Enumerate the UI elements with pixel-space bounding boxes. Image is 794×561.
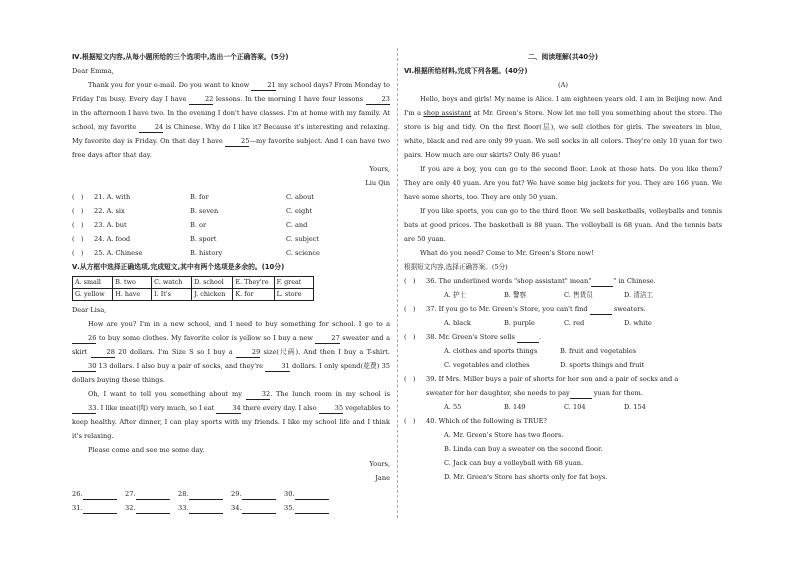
word-option: F. great (274, 277, 313, 289)
blank-21[interactable]: 21 (251, 80, 275, 91)
passage-label: (A) (558, 81, 568, 89)
blank-24[interactable]: 24 (139, 122, 163, 133)
question-row[interactable]: ( ) 25. A. Chinese B. history C. science (72, 249, 320, 257)
word-option: J. chicken (192, 289, 233, 301)
blank-32[interactable]: 32 (246, 389, 270, 400)
answer-slot[interactable]: 32. (125, 501, 178, 515)
question-37[interactable]: ( ) 37. If you go to Mr. Green's Store, you can't find sweaters. A. black B. purple C. red D. white (404, 305, 652, 327)
letter-greeting: Dear Lisa, (72, 306, 107, 314)
left-column (72, 50, 390, 515)
word-option: G. yellow (73, 289, 113, 301)
blank-29[interactable]: 29 (236, 347, 260, 358)
section-6-heading: Ⅵ.根据所给材料,完成下列各题。(40分) (404, 67, 528, 75)
word-option: D. school (192, 277, 233, 289)
word-option: C. watch (152, 277, 192, 289)
blank-23[interactable]: 23 (366, 94, 390, 105)
question-38[interactable]: ( ) 38. Mr. Green's Store sells . A. clothes and sports things B. fruit and vegetables C. vegetables and clothes D. sports things and fruit (404, 333, 645, 369)
passage-paragraph: How are you? I'm in a new school, and I need to buy something for school. I go to a 26 to buy some clothes. My favorite color is yellow so I buy a new 27 sweater and a skirt 28 20 dollars. I'm Size S so I buy a 29 size(尺码). And then I buy a T-shirt. 30 13 dollars. I also buy a pair of socks, and they're 31 dollars. I only spend(花费) 35 dollars buying these things. (72, 320, 391, 384)
passage-paragraph: Hello, boys and girls! My name is Alice. I am eighteen years old. I am in Beijing now. And I'm a shop assistant at Mr. Green's Store. Now let me tell you something about the store. The store is big and tidy. On the first floor(层), we sell clothes for girls. The sweaters in blue, white, black and red are only 99 yuan. We sell socks in all colors. They're only 10 yuan for two pairs. How much are our skirts? Only 86 yuan! (404, 95, 722, 159)
passage-paragraph: Please come and see me some day. (88, 446, 205, 454)
word-option: L. store (274, 289, 313, 301)
blank-27[interactable]: 27 (315, 333, 339, 344)
underlined-phrase: shop assistant (423, 109, 472, 117)
blank-35[interactable]: 35 (319, 403, 343, 414)
section-4-heading: Ⅳ.根据短文内容,从每小题所给的三个选项中,选出一个正确答案。(5分) (72, 53, 289, 61)
answer-slot[interactable]: 26. (72, 487, 125, 501)
question-list-21-25 (72, 190, 390, 260)
answer-slot[interactable]: 31. (72, 501, 125, 515)
blank-30[interactable]: 30 (72, 361, 96, 372)
letter-greeting: Dear Emma, (72, 67, 114, 75)
blank-34[interactable]: 34 (216, 403, 240, 414)
blank-28[interactable]: 28 (91, 347, 115, 358)
passage-paragraph: What do you need? Come to Mr. Green's Store now! (420, 249, 594, 257)
letter-closing: Yours, (369, 165, 390, 173)
word-option: B. two (113, 277, 152, 289)
answer-slot[interactable]: 33. (178, 501, 231, 515)
word-option: E. They're (233, 277, 274, 289)
question-row[interactable]: ( ) 24. A. food B. sport C. subject (72, 235, 320, 243)
word-option: A. small (73, 277, 113, 289)
letter-signature: Jane (375, 474, 390, 482)
section-5-heading: Ⅴ.从方框中选择正确选项,完成短文,其中有两个选项是多余的。(10分) (72, 263, 285, 271)
answer-slot[interactable]: 28. (178, 487, 231, 501)
answer-slot[interactable]: 30. (284, 487, 337, 501)
question-instructions: 根据短文内容,选择正确答案。(5分) (404, 263, 508, 271)
blank-22[interactable]: 22 (189, 94, 213, 105)
word-option: K. for (233, 289, 274, 301)
question-row[interactable]: ( ) 23. A. but B. or C. and (72, 221, 308, 229)
answer-slot[interactable]: 34. (231, 501, 284, 515)
word-option: I. It's (152, 289, 192, 301)
part-title: 二、阅读理解(共40分) (527, 53, 599, 61)
letter-closing: Yours, (369, 460, 390, 468)
question-39[interactable]: ( ) 39. If Mrs. Miller buys a pair of shorts for her son and a pair of socks and a sweater for her daughter, she needs to pay yuan for them. A. 55 B. 149 C. 104 D. 154 (404, 375, 679, 411)
answer-slot[interactable]: 35. (284, 501, 337, 515)
blank-33[interactable]: 33 (72, 403, 96, 414)
column-divider (397, 48, 398, 518)
passage-paragraph: If you like sports, you can go to the third floor. We sell basketballs, volleyballs and tennis bats at good prices. The basketball is 88 yuan. The volleyball is 68 yuan. And the tennis bats are 50 yuan. (404, 207, 722, 243)
blank-25[interactable]: 25 (225, 136, 249, 147)
question-40[interactable]: ( ) 40. Which of the following is TRUE? A. Mr. Green's Store has two floors. B. Linda can buy a sweater on the second floor. C. Jack can buy a volleyball with 68 yuan. D. Mr. Green's Store has shorts only for fat boys. (404, 417, 608, 481)
blank-26[interactable]: 26 (72, 333, 96, 344)
passage-paragraph: If you are a boy, you can go to the second floor. Look at those hats. Do you like them? They are only 40 yuan. Are you fat? We have some big jackets for you. They are 166 yuan. We have some shorts, too. They are only 50 yuan. (404, 165, 722, 201)
answer-slot[interactable]: 29. (231, 487, 284, 501)
question-row[interactable]: ( ) 21. A. with B. for C. about (72, 193, 315, 201)
answer-lines (72, 487, 390, 515)
blank-31[interactable]: 31 (265, 361, 289, 372)
answer-slot[interactable]: 27. (125, 487, 178, 501)
passage-paragraph: Oh, I want to tell you something about my 32. The lunch room in my school is 33. I like meat(肉) very much, so I eat 34 there every day. I also 35 vegetables to keep healthy. After dinner, I can play sports with my friends. I like my school life and I think it's relaxing. (72, 390, 391, 440)
word-option: H. have (113, 289, 152, 301)
question-row[interactable]: ( ) 22. A. six B. seven C. eight (72, 207, 313, 215)
passage-paragraph: Thank you for your e-mail. Do you want to know 21 my school days? From Monday to Friday I'm busy. Every day I have 22 lessons. In the morning I have four lessons 23 in the afternoon I have two. In the evening I don't have classes. I'm at home with my family. At school, my favorite 24 is Chinese. Why do I like it? Because it's interesting and relaxing. My favorite day is Friday. On that day I have 25—my favorite subject. And I can have two free days after that day. (72, 81, 390, 159)
letter-signature: Liu Qin (365, 179, 390, 187)
right-column (404, 50, 722, 484)
word-box (72, 276, 314, 301)
question-36[interactable]: ( ) 36. The underlined words "shop assistant" mean" " in Chinese. A. 护士 B. 警察 C. 售货员 D. 清洁工 (404, 277, 656, 299)
